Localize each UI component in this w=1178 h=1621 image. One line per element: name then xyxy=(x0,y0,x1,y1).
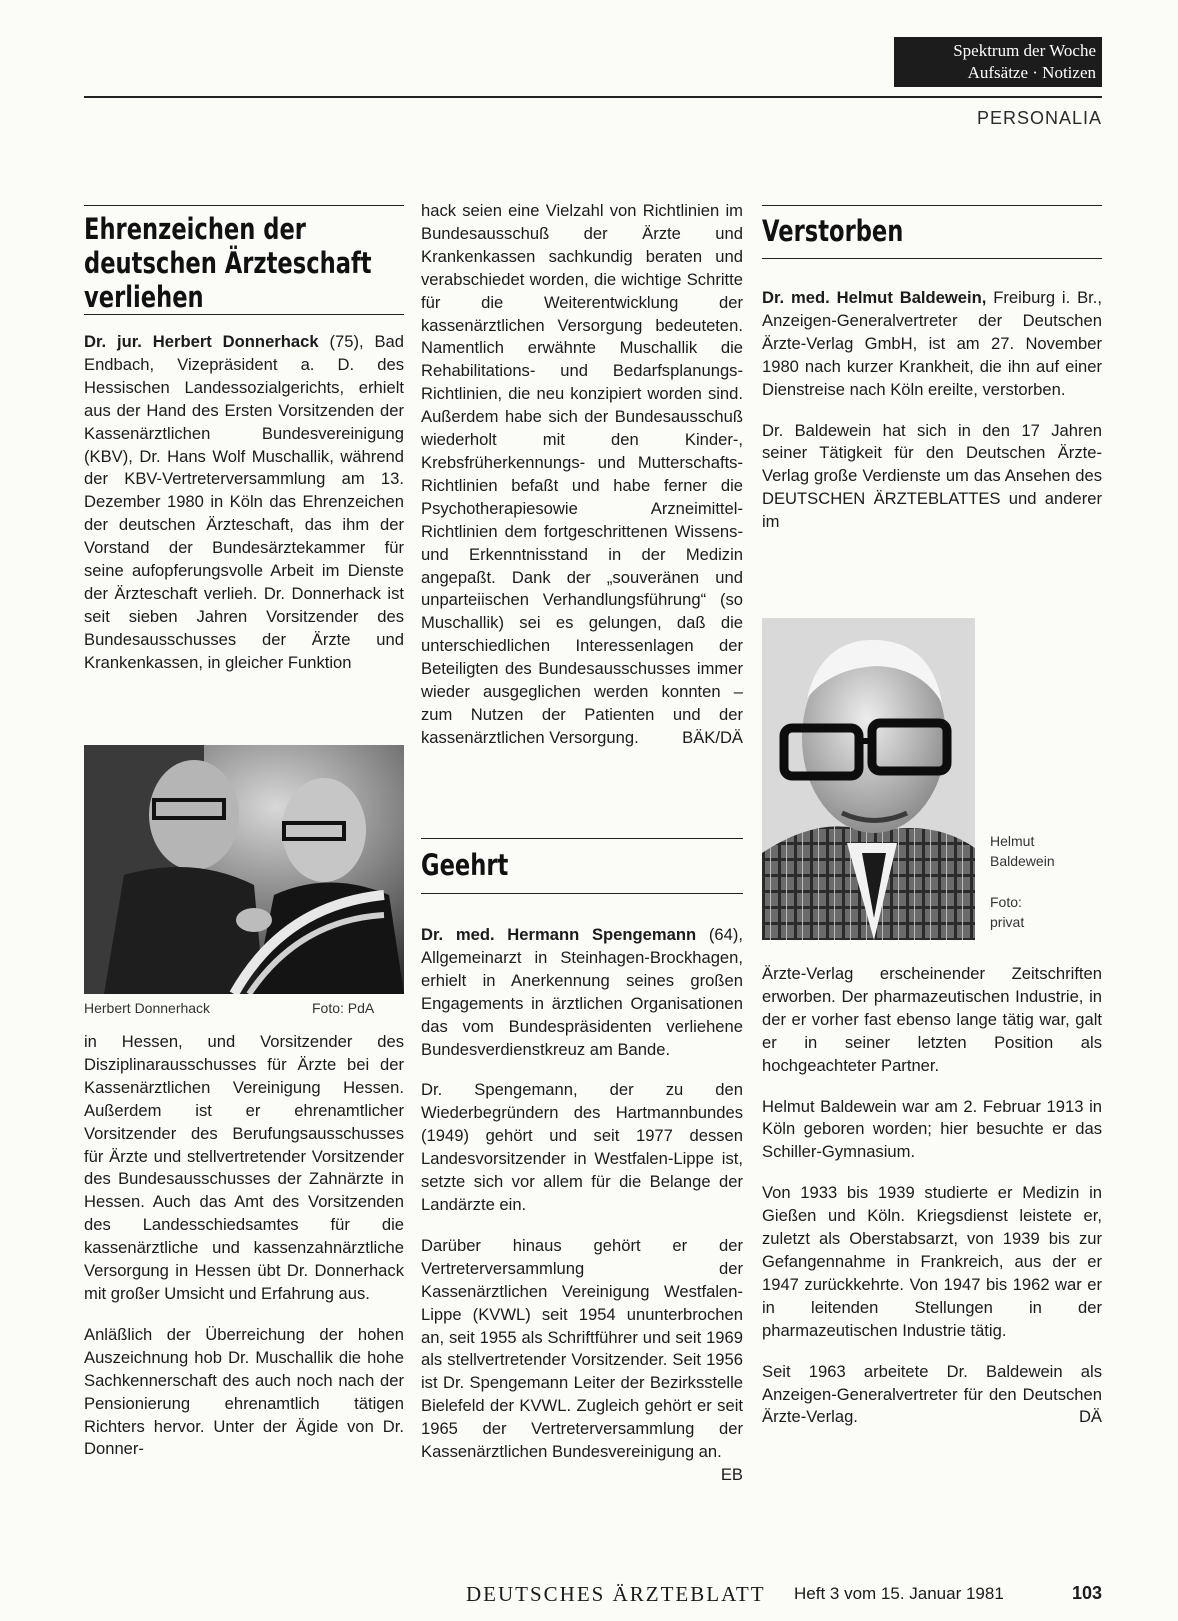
badge-line-1: Spektrum der Woche xyxy=(953,41,1096,60)
sign-dae: DÄ xyxy=(1078,1407,1102,1427)
photo-donnerhack xyxy=(84,745,404,994)
article2-body: Dr. med. Hermann Spengemann (64), Allgemeinarzt in Steinhagen-Brockhagen, erhielt in Anerkennung seines großen Engagements in ärztlichen Organisationen das vom Bundespräsidenten verliehene Bundesverdienstkreuz am Bande. Dr. Spengemann, der zu den Wiederbegründern des Hartmannbundes (1949) gehört und seit 1977 dessen Landesvorsitzender in Westfalen-Lippe ist, setzte sich vor allem für die Belange der Landärzte ein. Darüber hinaus gehört er der Vertreterversammlung der Kassenärztlichen Vereinigung Westfalen-Lippe (KVWL) seit 1954 ununterbrochen an, seit 1955 als Schriftführer und seit 1969 als stellvertretender Vorsitzender. Seit 1956 ist Dr. Spengemann Leiter der Bezirksstelle Bielefeld der KVWL. Zugleich gehört er seit 1965 der Vertreterversammlung der Kassenärztlichen Bundesvereinigung an. EB xyxy=(421,924,743,1487)
photo-baldewein-image xyxy=(762,618,975,940)
article3-lead: Dr. med. Helmut Baldewein, Freiburg i. Br., Anzeigen-Generalvertreter der Deutschen Ärzte-Verlag GmbH, ist am 27. November 1980 nach kurzer Krankheit, die ihn auf einer Dienstreise nach Köln ereilte, verstorben. Dr. Baldewein hat sich in den 17 Jahren seiner Tätigkeit für den Deutschen Ärzte-Verlag große Verdienste um das Ansehen des DEUTSCHEN ÄRZTEBLATTES und anderer im xyxy=(762,288,1102,532)
lead-name-donnerhack: Dr. jur. Herbert Donnerhack xyxy=(84,332,319,351)
footer-journal: DEUTSCHES ÄRZTEBLATT xyxy=(466,1582,766,1606)
headline-rule-bottom xyxy=(84,314,404,315)
photo-credit-donnerhack: Foto: PdA xyxy=(312,1000,375,1016)
headline-verstorben: Verstorben xyxy=(762,214,904,248)
sign-eb: EB xyxy=(720,1464,743,1484)
article1-lead: Dr. jur. Herbert Donnerhack (75), Bad Endbach, Vizepräsident a. D. des Hessischen Landessozialgerichts, erhielt aus der Hand des Ersten Vorsitzenden der Kassenärztlichen Bundesvereinigung (KBV), Dr. Hans Wolf Muschallik, während der KBV-Vertreterversammlung am 13. Dezember 1980 in Köln das Ehrenzeichen der deutschen Ärzteschaft, das ihm der Vorstand der Bundesärztekammer für seine aufopferungsvolle Arbeit im Dienste der Ärzteschaft verlieh. Dr. Donnerhack ist seit sieben Jahren Vorsitzender des Bundesausschusses der Ärzte und Krankenkassen, in gleicher Funktion xyxy=(84,332,404,672)
lead-name-spengemann: Dr. med. Hermann Spengemann xyxy=(421,925,697,944)
headline-rule-top-geehrt xyxy=(421,838,743,839)
headline-rule-bottom-geehrt xyxy=(421,893,743,894)
headline-geehrt: Geehrt xyxy=(421,848,509,882)
headline-rule-bottom-verstorben xyxy=(762,258,1102,259)
header-rule xyxy=(84,96,1102,98)
article3-continued: Ärzte-Verlag erscheinender Zeitschriften erworben. Der pharmazeutischen Industrie, in der er vorher fast ebenso lange tätig war, galt er in seiner letzten Position als hochgeachteter Partner. Helmut Baldewein war am 2. Februar 1913 in Köln geboren worden; hier besuchte er das Schiller-Gymnasium. Von 1933 bis 1939 studierte er Medizin in Gießen und Köln. Kriegsdienst leistete er, zuletzt als Oberstabsarzt, von 1939 bis zur Gefangennahme in Frankreich, aus der er 1947 zurückkehrte. Von 1947 bis 1962 war er in leitenden Stellungen in der pharmazeutischen Industrie tätig. Seit 1963 arbeitete Dr. Baldewein als Anzeigen-Generalvertreter für den Deutschen Ärzte-Verlag. DÄ xyxy=(762,963,1102,1429)
photo-donnerhack-image xyxy=(84,745,404,994)
headline-rule-top-verstorben xyxy=(762,205,1102,206)
article1-continued: in Hessen, und Vorsitzender des Disziplinarausschusses für Ärzte bei der Kassenärztlichen Vereinigung Hessen. Außerdem ist er ehrenamtlicher Vorsitzender des Berufungsausschusses für Ärzte und stellvertretender Vorsitzender des Bundesausschusses der Zahnärzte in Hessen. Auch das Amt des Vorsitzenden des Landesschiedsamtes für die kassenärztliche und kassenzahnärztliche Versorgung in Hessen übt Dr. Donnerhack mit großer Umsicht und Erfahrung aus. Anläßlich der Überreichung der hohen Auszeichnung hob Dr. Muschallik die hohe Sachkennerschaft des auch noch nach der Pensionierung ehrenamtlich tätigen Richters hervor. Unter der Ägide von Dr. Donner- xyxy=(84,1032,404,1459)
page-footer xyxy=(466,1582,1102,1610)
headline-ehrenzeichen: Ehrenzeichen der deutschen Ärzteschaft verliehen xyxy=(84,212,372,314)
section-badge xyxy=(894,37,1102,87)
article1-column2: hack seien eine Vielzahl von Richtlinien im Bundesausschuß der Ärzte und Krankenkassen sachkundig beraten und verabschiedet worden, die wichtige Schritte für die Weiterentwicklung der kassenärztlichen Versorgung bedeuteten. Namentlich erwähnte Muschallik die Rehabilitations- und Bedarfsplanungs-Richtlinien, die neu konzipiert worden sind. Außerdem habe sich der Bundesausschuß wiederholt mit den Kinder-, Krebsfrüherkennungs- und Mutterschafts-Richtlinien befaßt und habe ferner die Psychotherapiesowie Arzneimittel-Richtlinien dem fortgeschrittenen Wissens- und Erkenntnisstand in der Medizin angepaßt. Dank der „souveränen und unparteiischen Verhandlungsführung“ (so Muschallik) sei es gelungen, daß die unterschiedlichen Interessenlagen der Beteiligten des Bundesausschusses immer wieder ausgeglichen werden konnten – zum Nutzen der Patienten und der kassenärztlichen Versorgung. BÄK/DÄ xyxy=(421,200,743,750)
lead-name-baldewein: Dr. med. Helmut Baldewein, xyxy=(762,288,987,307)
sign-baek: BÄK/DÄ xyxy=(682,727,743,747)
photo-baldewein xyxy=(762,618,975,940)
footer-page-number: 103 xyxy=(1071,1583,1102,1603)
photo-caption-donnerhack: Herbert Donnerhack xyxy=(84,1000,211,1016)
section-label: PERSONALIA xyxy=(976,108,1102,128)
photo-caption-baldewein: Helmut Baldewein xyxy=(990,833,1055,869)
photo-credit-baldewein: Foto: privat xyxy=(990,894,1025,930)
headline-rule-top xyxy=(84,205,404,206)
badge-line-2: Aufsätze · Notizen xyxy=(967,63,1096,82)
footer-issue: Heft 3 vom 15. Januar 1981 xyxy=(794,1584,1004,1603)
